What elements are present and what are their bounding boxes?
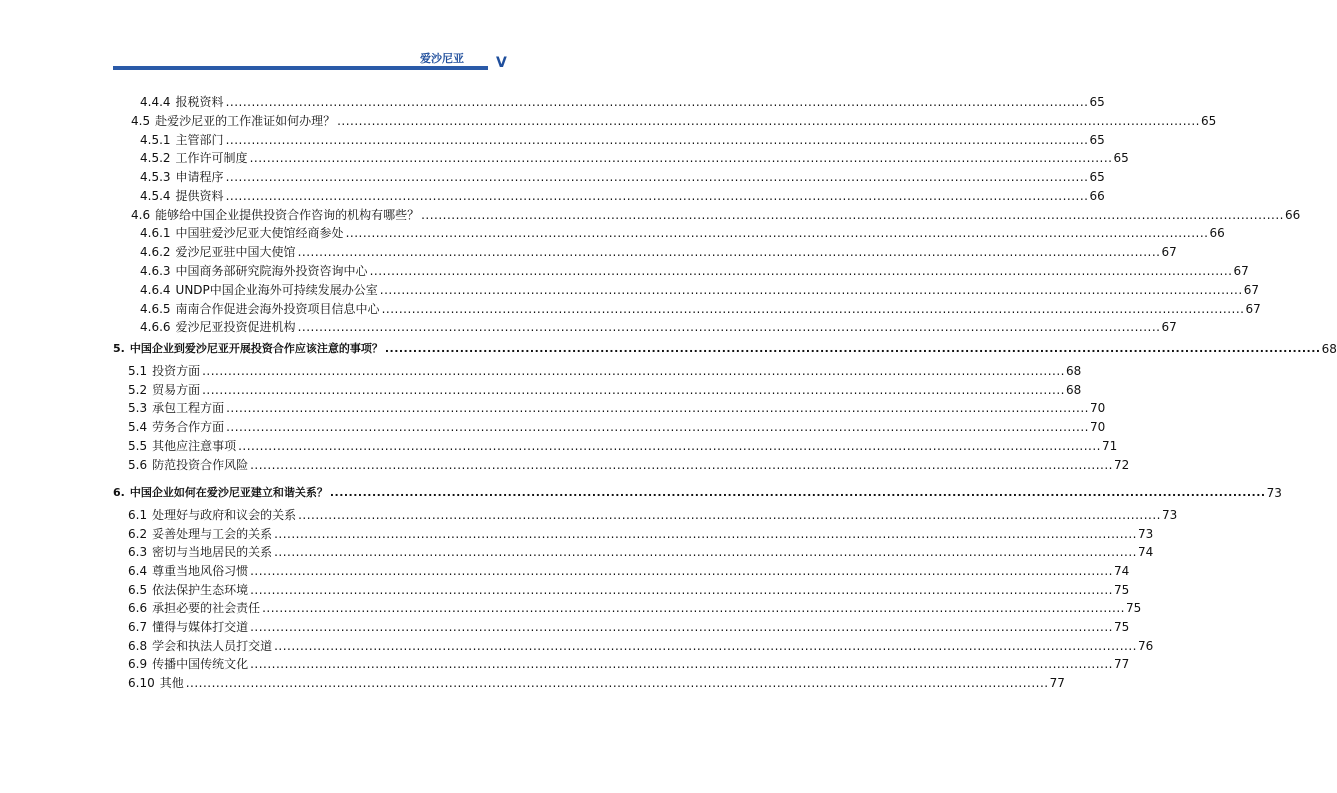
toc-entry[interactable] [113,341,1337,357]
toc-dot-leader: ........................................................................................................................................................................................................ [345,226,1209,240]
toc-entry-number: 6.4 [128,564,148,578]
toc-entry[interactable] [128,419,1106,435]
toc-entry[interactable] [140,301,1261,317]
toc-dot-leader: ........................................................................................................................................................................................................ [329,486,1266,499]
toc-entry[interactable] [128,600,1142,616]
toc-entry-page: 67 [1245,302,1261,316]
toc-entry[interactable] [128,507,1178,523]
toc-entry[interactable] [140,150,1129,166]
toc-dot-leader: ........................................................................................................................................................................................................ [250,564,1113,578]
header-page-number: V [496,55,507,71]
toc-dot-leader: ........................................................................................................................................................................................................ [337,114,1200,128]
toc-entry-title: 贸易方面 [152,383,201,397]
toc-entry[interactable] [140,263,1249,279]
toc-entry-page: 77 [1114,657,1130,671]
toc-dot-leader: ........................................................................................................................................................................................................ [297,245,1161,259]
toc-entry-title: 妥善处理与工会的关系 [152,527,273,541]
toc-dot-leader: ........................................................................................................................................................................................................ [249,151,1113,165]
toc-dot-leader: ........................................................................................................................................................................................................ [225,170,1089,184]
toc-entry-title: 投资方面 [152,364,201,378]
toc-entry-title: 中国企业如何在爱沙尼亚建立和谐关系？ [129,486,328,499]
toc-entry-title: 承包工程方面 [152,401,225,415]
toc-dot-leader: ........................................................................................................................................................................................................ [185,676,1049,690]
toc-entry-number: 5.3 [128,401,148,415]
toc-entry-page: 76 [1138,639,1154,653]
toc-entry[interactable] [128,544,1154,560]
toc-entry-number: 4.5 [131,114,151,128]
toc-dot-leader: ........................................................................................................................................................................................................ [250,458,1113,472]
toc-entry-number: 5.1 [128,364,148,378]
toc-entry-number: 4.4.4 [140,95,171,109]
toc-entry[interactable] [140,169,1105,185]
toc-entry[interactable] [140,132,1105,148]
toc-entry-page: 66 [1285,208,1301,222]
toc-entry-page: 66 [1209,226,1225,240]
toc-entry[interactable] [131,207,1301,223]
toc-entry-page: 75 [1126,601,1142,615]
toc-entry-number: 6.9 [128,657,148,671]
toc-entry-number: 6.7 [128,620,148,634]
toc-entry[interactable] [140,94,1105,110]
toc-entry-title: 处理好与政府和议会的关系 [152,508,297,522]
toc-entry-title: UNDP中国企业海外可持续发展办公室 [175,283,378,297]
toc-entry-page: 74 [1114,564,1130,578]
toc-dot-leader: ........................................................................................................................................................................................................ [250,583,1113,597]
toc-entry[interactable] [140,225,1225,241]
toc-dot-leader: ........................................................................................................................................................................................................ [379,283,1243,297]
toc-entry-page: 77 [1049,676,1065,690]
toc-entry-number: 6.1 [128,508,148,522]
toc-entry-title: 提供资料 [175,189,224,203]
toc-entry-number: 5.4 [128,420,148,434]
toc-dot-leader: ........................................................................................................................................................................................................ [384,342,1321,355]
toc-entry-number: 5. [113,342,125,355]
toc-dot-leader: ........................................................................................................................................................................................................ [226,420,1089,434]
toc-entry-page: 66 [1089,189,1105,203]
toc-entry-title: 其他 [159,676,184,690]
toc-dot-leader: ........................................................................................................................................................................................................ [225,95,1089,109]
toc-entry-number: 4.6.4 [140,283,171,297]
toc-entry-number: 4.6.3 [140,264,171,278]
toc-entry-page: 67 [1233,264,1249,278]
toc-entry-page: 75 [1114,620,1130,634]
toc-dot-leader: ........................................................................................................................................................................................................ [262,601,1125,615]
toc-entry[interactable] [128,582,1130,598]
toc-entry-page: 65 [1089,95,1105,109]
toc-dot-leader: ........................................................................................................................................................................................................ [381,302,1245,316]
toc-entry-number: 4.5.3 [140,170,171,184]
toc-entry-page: 65 [1089,170,1105,184]
toc-entry-title: 申请程序 [175,170,224,184]
toc-dot-leader: ........................................................................................................................................................................................................ [274,527,1137,541]
toc-entry[interactable] [128,438,1118,454]
toc-entry-title: 懂得与媒体打交道 [152,620,249,634]
toc-entry-title: 传播中国传统文化 [152,657,249,671]
toc-entry-title: 南南合作促进会海外投资项目信息中心 [175,302,380,316]
toc-entry-page: 68 [1066,383,1082,397]
toc-entry-number: 4.5.2 [140,151,171,165]
toc-entry-number: 4.6.6 [140,320,171,334]
toc-entry-title: 主管部门 [175,133,224,147]
toc-entry-page: 67 [1161,320,1177,334]
toc-entry-title: 依法保护生态环境 [152,583,249,597]
toc-entry-title: 赴爱沙尼亚的工作准证如何办理？ [155,114,336,128]
toc-entry-title: 爱沙尼亚驻中国大使馆 [175,245,296,259]
toc-entry-number: 6.5 [128,583,148,597]
toc-entry[interactable] [140,282,1259,298]
toc-entry-number: 5.5 [128,439,148,453]
toc-entry[interactable] [140,244,1177,260]
toc-entry[interactable] [128,457,1130,473]
toc-entry[interactable] [128,619,1130,635]
toc-dot-leader: ........................................................................................................................................................................................................ [202,383,1065,397]
toc-entry-title: 尊重当地风俗习惯 [152,564,249,578]
toc-entry-page: 71 [1102,439,1118,453]
toc-entry[interactable] [140,319,1177,335]
toc-entry-page: 73 [1162,508,1178,522]
toc-entry-number: 4.6.5 [140,302,171,316]
toc-entry-page: 65 [1201,114,1217,128]
toc-dot-leader: ........................................................................................................................................................................................................ [298,508,1161,522]
toc-entry-title: 劳务合作方面 [152,420,225,434]
toc-dot-leader: ........................................................................................................................................................................................................ [369,264,1233,278]
toc-entry-number: 5.6 [128,458,148,472]
toc-entry[interactable] [128,563,1130,579]
toc-entry[interactable] [140,188,1105,204]
toc-entry-page: 73 [1266,486,1282,500]
toc-dot-leader: ........................................................................................................................................................................................................ [250,620,1113,634]
toc-entry-number: 4.5.1 [140,133,171,147]
header-title: 爱沙尼亚 [420,52,464,65]
toc-entry-page: 70 [1090,401,1106,415]
toc-dot-leader: ........................................................................................................................................................................................................ [226,401,1089,415]
toc-entry-title: 工作许可制度 [175,151,248,165]
toc-dot-leader: ........................................................................................................................................................................................................ [250,657,1113,671]
toc-dot-leader: ........................................................................................................................................................................................................ [202,364,1065,378]
toc-entry[interactable] [128,400,1106,416]
toc-entry-page: 65 [1089,133,1105,147]
toc-entry-page: 67 [1161,245,1177,259]
toc-entry[interactable] [128,363,1082,379]
toc-entry[interactable] [128,638,1154,654]
toc-entry[interactable] [128,656,1130,672]
toc-dot-leader: ........................................................................................................................................................................................................ [274,639,1137,653]
toc-entry[interactable] [131,113,1217,129]
toc-entry-page: 65 [1113,151,1129,165]
toc-dot-leader: ........................................................................................................................................................................................................ [238,439,1101,453]
toc-entry-title: 中国驻爱沙尼亚大使馆经商参处 [175,226,344,240]
toc-entry[interactable] [128,526,1154,542]
toc-entry-page: 70 [1090,420,1106,434]
toc-dot-leader: ........................................................................................................................................................................................................ [421,208,1284,222]
toc-entry-title: 防范投资合作风险 [152,458,249,472]
toc-entry-title: 承担必要的社会责任 [152,601,261,615]
toc-dot-leader: ........................................................................................................................................................................................................ [225,189,1089,203]
toc-entry-number: 6.6 [128,601,148,615]
toc-entry-page: 68 [1321,342,1337,356]
toc-entry-title: 学会和执法人员打交道 [152,639,273,653]
toc-entry[interactable] [113,485,1282,501]
toc-entry-title: 中国商务部研究院海外投资咨询中心 [175,264,368,278]
toc-dot-leader: ........................................................................................................................................................................................................ [225,133,1089,147]
toc-entry-title: 其他应注意事项 [152,439,237,453]
toc-entry-number: 5.2 [128,383,148,397]
toc-entry-page: 67 [1243,283,1259,297]
toc-entry-title: 能够给中国企业提供投资合作咨询的机构有哪些？ [155,208,420,222]
toc-entry-number: 4.5.4 [140,189,171,203]
toc-entry-number: 6.10 [128,676,155,690]
toc-entry-title: 报税资料 [175,95,224,109]
toc-entry-title: 中国企业到爱沙尼亚开展投资合作应该注意的事项？ [129,342,383,355]
toc-entry-number: 4.6.1 [140,226,171,240]
toc-entry-number: 6.8 [128,639,148,653]
toc-entry-page: 75 [1114,583,1130,597]
toc-dot-leader: ........................................................................................................................................................................................................ [274,545,1137,559]
toc-entry-number: 4.6.2 [140,245,171,259]
toc-dot-leader: ........................................................................................................................................................................................................ [297,320,1161,334]
toc-entry-page: 73 [1138,527,1154,541]
toc-entry-number: 6.2 [128,527,148,541]
toc-entry-number: 6. [113,486,125,499]
toc-entry-page: 74 [1138,545,1154,559]
toc-entry-page: 68 [1066,364,1082,378]
toc-entry-title: 爱沙尼亚投资促进机构 [175,320,296,334]
toc-entry-title: 密切与当地居民的关系 [152,545,273,559]
toc-entry-page: 72 [1114,458,1130,472]
toc-entry-number: 6.3 [128,545,148,559]
toc-entry[interactable] [128,675,1065,691]
toc-entry[interactable] [128,382,1082,398]
toc-entry-number: 4.6 [131,208,151,222]
